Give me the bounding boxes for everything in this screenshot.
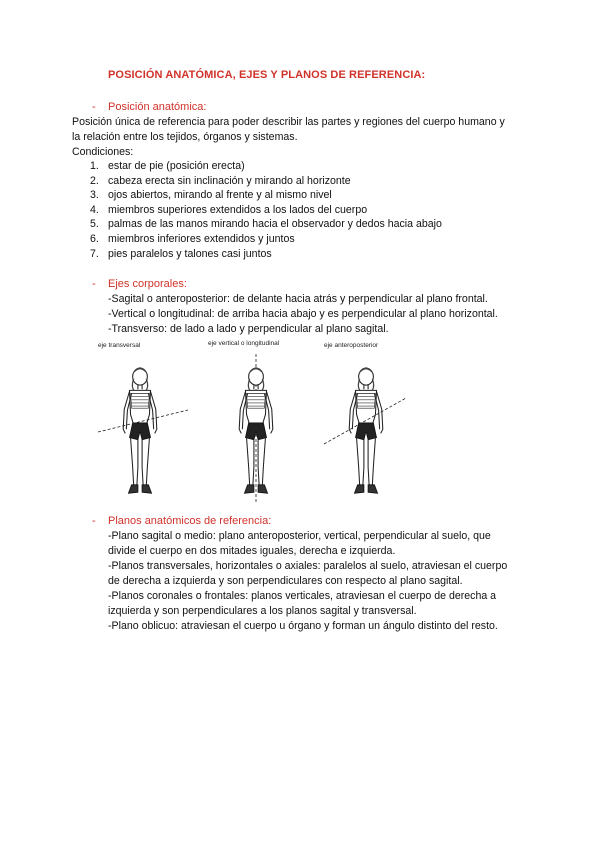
axis-line: -Sagital o anteroposterior: de delante hacia atrás y perpendicular al plano frontal. [108, 293, 488, 305]
plane-line: izquierda y son perpendiculares a los planos sagital y transversal. [108, 605, 417, 617]
plane-line: -Plano oblicuo: atraviesan el cuerpo u órgano y forman un ángulo distinto del resto. [108, 620, 498, 632]
conditions-label: Condiciones: [72, 146, 134, 158]
list-item [90, 174, 442, 189]
plane-line: -Planos transversales, horizontales o axiales: paralelos al suelo, atraviesan el cuerpo [108, 560, 508, 572]
bullet-dash: - [92, 278, 96, 290]
item-text: palmas de las manos mirando hacia el observador y dedos hacia abajo [108, 218, 442, 231]
plane-line: -Plano sagital o medio: plano anteroposterior, vertical, perpendicular al suelo, que [108, 530, 491, 542]
page-title: POSICIÓN ANATÓMICA, EJES Y PLANOS DE REFERENCIA: [108, 69, 426, 81]
item-number: 6. [90, 232, 99, 245]
conditions-list [90, 159, 442, 261]
item-text: pies paralelos y talones casi juntos [108, 247, 272, 260]
list-item [90, 188, 442, 203]
planes-description [108, 529, 528, 634]
item-number: 7. [90, 247, 99, 260]
list-item [90, 232, 442, 247]
paragraph-line: la relación entre los tejidos, órganos y sistemas. [72, 131, 298, 143]
item-text: miembros superiores extendidos a los lados del cuerpo [108, 203, 368, 216]
item-number: 5. [90, 218, 99, 231]
item-text: estar de pie (posición erecta) [108, 160, 245, 172]
item-number: 3. [90, 189, 99, 202]
section-heading-text: Ejes corporales: [108, 278, 187, 290]
section-heading-planos [92, 515, 271, 527]
item-text: miembros inferiores extendidos y juntos [108, 232, 295, 245]
axes-description [108, 292, 528, 337]
figure-anteroposterior [349, 367, 383, 493]
item-text: ojos abiertos, mirando al frente y al mismo nivel [108, 189, 332, 202]
bullet-dash: - [92, 515, 96, 527]
paragraph-line: Posición única de referencia para poder describir las partes y regiones del cuerpo humano y [72, 116, 505, 128]
axis-line: -Vertical o longitudinal: de arriba hacia abajo y es perpendicular al plano horizontal. [108, 308, 498, 320]
list-item [90, 203, 442, 218]
item-text: cabeza erecta sin inclinación y mirando al horizonte [108, 174, 351, 187]
figure-label-transversal: eje transversal [98, 342, 141, 349]
section-heading-text: Posición anatómica: [108, 101, 207, 113]
section-heading-text: Planos anatómicos de referencia: [108, 515, 272, 527]
plane-line: divide el cuerpo en dos mitades iguales, derecha e izquierda. [108, 545, 396, 557]
figure-transversal [123, 367, 157, 493]
item-number: 1. [90, 160, 99, 172]
body-figures-drawing [96, 340, 408, 505]
section-heading-posicion [92, 101, 206, 113]
definition-paragraph [72, 115, 542, 160]
item-number: 2. [90, 174, 99, 187]
axes-illustration [96, 340, 408, 505]
plane-line: -Planos coronales o frontales: planos verticales, atraviesan el cuerpo de derecha a [108, 590, 497, 602]
list-item [90, 247, 442, 262]
list-item [90, 217, 442, 232]
figure-label-anteroposterior: eje anteroposterior [324, 342, 379, 349]
item-number: 4. [90, 203, 99, 216]
figure-label-vertical: eje vertical o longitudinal [208, 340, 280, 347]
section-heading-ejes [92, 278, 187, 290]
plane-line: de derecha a izquierda y son perpendiculares con respecto al plano sagital. [108, 575, 463, 587]
bullet-dash: - [92, 101, 96, 113]
list-item [90, 159, 442, 174]
axis-line: -Transverso: de lado a lado y perpendicular al plano sagital. [108, 323, 389, 335]
